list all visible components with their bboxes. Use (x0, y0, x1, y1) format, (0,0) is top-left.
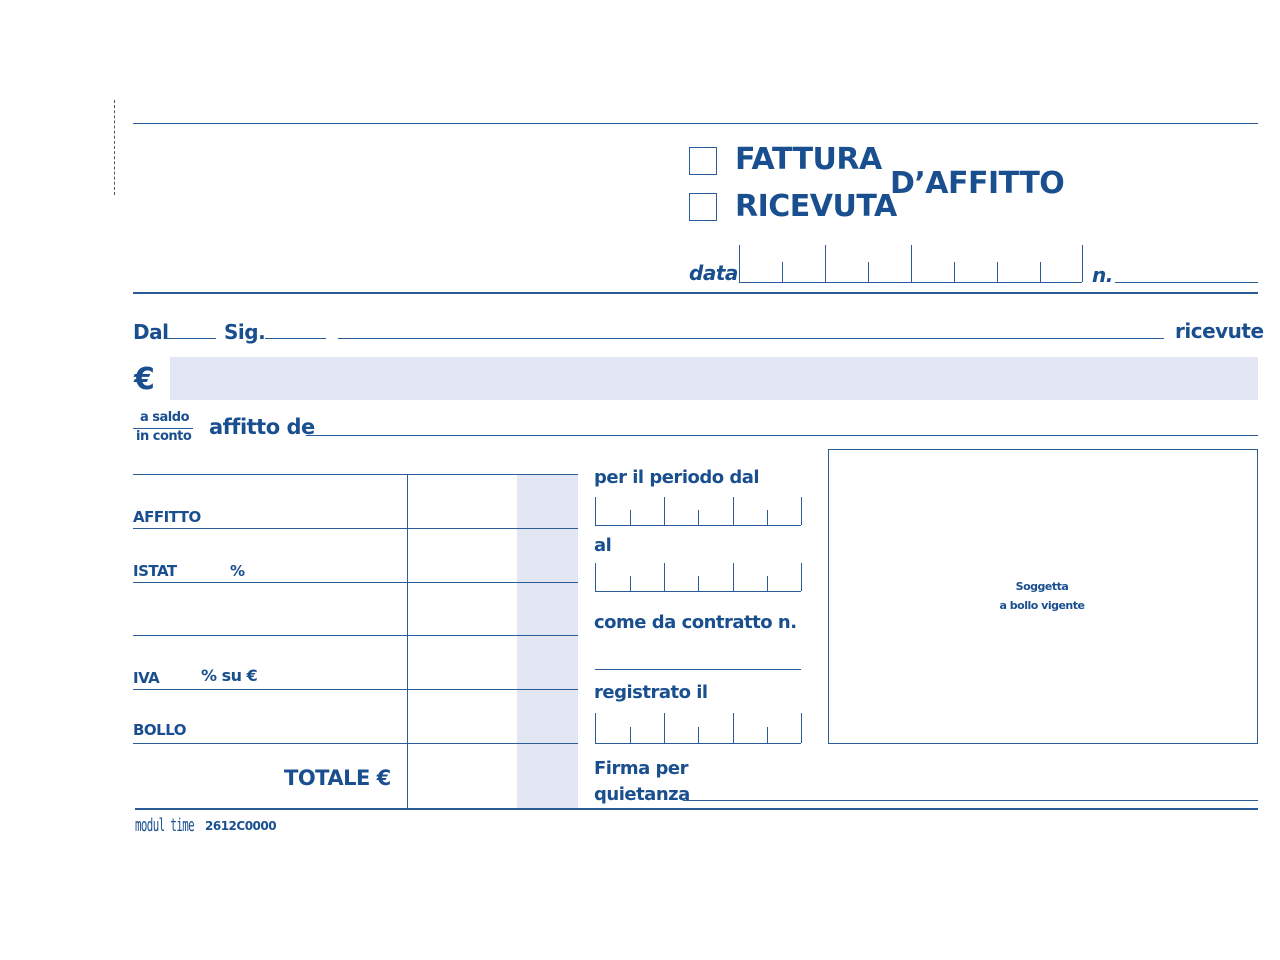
euro-symbol: € (134, 362, 155, 397)
table-rule (133, 743, 578, 744)
product-code: 2612C0000 (205, 819, 277, 833)
affitto-de-label: affitto de (209, 415, 315, 439)
sig-field[interactable] (265, 338, 326, 339)
periodo-dal-label: per il periodo dal (594, 467, 760, 488)
brand-logo: modul time (135, 815, 195, 836)
table-rule (133, 689, 578, 690)
row-affitto: AFFITTO (133, 508, 201, 526)
firma-field[interactable] (683, 800, 1258, 801)
firma-label-2: quietanza (594, 784, 690, 805)
table-rule (133, 474, 578, 475)
ricevuta-checkbox[interactable] (689, 193, 717, 221)
al-label: al (594, 535, 612, 556)
daffitto-title: D’AFFITTO (890, 166, 1065, 201)
table-divider (407, 474, 408, 808)
stamp-text-1: Soggetta (1015, 580, 1069, 593)
row-bollo: BOLLO (133, 721, 187, 739)
stamp-text-2: a bollo vigente (999, 599, 1085, 612)
in-conto-label: in conto (136, 429, 192, 444)
ricevute-label: ricevute (1175, 319, 1264, 343)
iva-suffix: % su € (201, 666, 258, 685)
registrato-label: registrato il (594, 682, 708, 703)
contratto-label: come da contratto n. (594, 612, 797, 633)
contratto-field[interactable] (595, 669, 801, 670)
table-rule (133, 528, 578, 529)
bottom-rule (135, 808, 1258, 810)
amount-field[interactable] (170, 357, 1258, 400)
a-saldo-label: a saldo (140, 410, 190, 425)
fattura-title: FATTURA (735, 142, 882, 177)
number-label: n. (1092, 263, 1113, 287)
row-istat: ISTAT (133, 562, 177, 580)
affitto-de-field[interactable] (306, 435, 1258, 436)
totale-label: TOTALE € (284, 766, 391, 790)
sig-label: Sig. (224, 320, 266, 344)
dal-field[interactable] (167, 338, 216, 339)
firma-label-1: Firma per (594, 758, 688, 779)
ricevuta-title: RICEVUTA (735, 189, 897, 224)
fattura-checkbox[interactable] (689, 147, 717, 175)
istat-percent: % (230, 562, 245, 580)
number-field[interactable] (1115, 282, 1258, 283)
dal-label: Dal (133, 320, 169, 344)
top-rule (133, 123, 1258, 124)
table-rule (133, 635, 578, 636)
cents-column (517, 474, 578, 808)
name-field[interactable] (338, 338, 1164, 339)
data-label: data (689, 261, 738, 285)
stamp-box (828, 449, 1258, 744)
header-rule (133, 292, 1258, 294)
table-rule (133, 582, 578, 583)
row-iva: IVA (133, 669, 160, 687)
perforation-line (114, 100, 115, 195)
